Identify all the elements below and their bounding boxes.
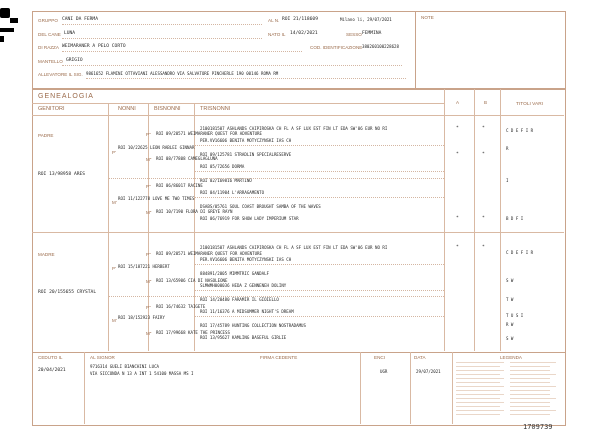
note-label: NOTE: [421, 15, 434, 20]
legenda-rule: [510, 374, 556, 375]
trisnonna-14: ROI 11/16376 A MIDSUMMER NIGHT'S DREAM: [200, 309, 294, 314]
titoli-6: S W: [506, 278, 514, 283]
star-a: *: [456, 245, 459, 250]
sig-label: AL SIGNOR: [90, 355, 115, 360]
trisnonna-8: ROI 06/76919 FOR SHOW LADY IMPERIUM STAR: [200, 216, 299, 221]
nome-label: DEL CANE: [38, 32, 61, 37]
titoli-9: R W: [506, 322, 514, 327]
titoli-8: T U S I: [506, 313, 524, 318]
trisnonno-5: ROI 02/169816 MARTINO: [200, 178, 252, 183]
ped-mark: P": [146, 305, 151, 310]
ceduto-value: 20/04/2021: [38, 368, 66, 373]
legenda-rule: [510, 414, 550, 415]
enci-value: UGR: [380, 369, 388, 374]
star-b: *: [482, 216, 485, 221]
nonna-pm: ROI 11/122778 LOVE ME TWO TIMES: [118, 196, 195, 201]
nonno-mp: ROI 15/187221 HERBERT: [118, 264, 170, 269]
legenda-rule: [456, 362, 504, 363]
col-rule: [500, 89, 501, 351]
legenda-rule: [510, 366, 550, 367]
ped-mark: P": [146, 132, 151, 137]
legenda-rule: [510, 382, 550, 383]
rule: [32, 103, 444, 104]
star-b: *: [482, 126, 485, 131]
madre-label: MADRE: [38, 252, 55, 257]
col-rule: [410, 352, 411, 424]
legenda-rule: [510, 406, 550, 407]
sesso-value: FEMMINA: [362, 31, 382, 36]
trisnonna-2: PER.VV16606 BENITA MOTYCZYNSKI IAS CH: [200, 138, 292, 143]
col-b: B: [484, 100, 488, 105]
legenda-rule: [456, 374, 500, 375]
trisnonno-7: DSABS/05761 SOUL COAST BROUGHT SAMBA OF THE WAVES: [200, 204, 321, 209]
note-box: [415, 11, 566, 89]
legenda-rule: [510, 402, 550, 403]
ped-mark: P": [146, 252, 151, 257]
milano-date: Milano li, 29/07/2021: [340, 17, 392, 22]
legenda-rule: [510, 398, 556, 399]
dotted-line: [195, 264, 444, 265]
dotted-line: [195, 290, 444, 291]
razza-value: WEIMARANER A PELO CORTO: [62, 44, 126, 49]
star-b: *: [482, 152, 485, 157]
col-rule: [452, 352, 453, 424]
sesso-label: SESSO: [346, 32, 362, 37]
razza-label: DI RAZZA: [38, 45, 59, 50]
dotted-line: [62, 51, 302, 52]
rule: [32, 115, 564, 116]
nonna-mm: ROI 18/152923 FAIRY: [118, 315, 165, 320]
col-rule: [444, 89, 445, 351]
legenda-rule: [510, 394, 550, 395]
titoli-2: R: [506, 146, 509, 151]
dotted-line: [195, 171, 444, 172]
legenda-rule: [510, 378, 550, 379]
col-rule: [108, 103, 109, 351]
trisnonno-1: 2100181507 ASHLANDS CAIPIROSKA CH FL A SF LUX EST FIN LT EDA SW'06 EUR NO RI: [200, 126, 388, 131]
madre-name: ROI 20/155655 CRYSTAL: [38, 290, 97, 295]
cod-value: 380260100228628: [362, 44, 399, 49]
gruppo-label: GRUPPO: [38, 18, 58, 23]
titoli-7: T W: [506, 297, 514, 302]
legenda-rule: [456, 378, 504, 379]
col-a: A: [456, 100, 460, 105]
star-a: *: [456, 126, 459, 131]
legenda-rule: [456, 398, 500, 399]
col-rule: [194, 103, 195, 351]
trisnonno-9: 2100181507 ASHLANDS CAIPIROSKA CH FL A SF LUX EST FIN LT EDA SW'06 EUR NO RI: [200, 245, 388, 250]
col-rule: [360, 352, 361, 424]
legenda-rule: [456, 390, 500, 391]
nato-label: NATO IL: [268, 32, 286, 37]
ped-mark: P': [112, 266, 116, 271]
legenda-rule: [456, 386, 504, 387]
corner-stamp-mark: [0, 28, 14, 32]
titoli-5: C D E F I R: [506, 250, 534, 255]
ped-mark: M": [146, 279, 152, 284]
ped-mark: M": [146, 331, 152, 336]
ped-mark: M': [112, 200, 117, 205]
legenda-rule: [456, 394, 504, 395]
legenda-rule: [456, 406, 500, 407]
bisnonno-7: ROI 16/74632 TAIGETE: [156, 304, 206, 309]
bisnonno-3: ROI 06/86017 RACINE: [156, 183, 203, 188]
star-b: *: [482, 245, 485, 250]
bisnonna-2: ROI 08/77808 CAMEGLAGLUNA: [156, 156, 218, 161]
mantello-value: GRIGIO: [66, 58, 83, 63]
legenda-rule: [456, 402, 504, 403]
gruppo-value: CANI DA FERMA: [62, 17, 98, 22]
col-rule: [84, 352, 85, 424]
legenda-rule: [510, 386, 556, 387]
star-a: *: [456, 152, 459, 157]
rule: [32, 232, 564, 233]
col-nonni: NONNI: [118, 106, 136, 112]
dotted-line: [109, 296, 444, 297]
legenda-list: [456, 362, 560, 422]
legenda-rule: [510, 362, 556, 363]
dotted-line: [195, 145, 444, 146]
titoli-vari-header: TITOLI VARI: [516, 102, 544, 107]
data-label: DATA: [414, 355, 426, 360]
firma-label: FIRMA CEDENTE: [260, 355, 298, 360]
serial-number: 1709739: [523, 423, 553, 431]
col-rule: [146, 103, 152, 351]
corner-stamp-mark: [0, 8, 10, 18]
allevatore-value: 9861652 FLAMINI OTTAVIANI ALESSANDRO VIA SALVATORE PINCHERLE 190 00146 ROMA RM: [86, 71, 279, 76]
mantello-label: MANTELLO: [38, 59, 63, 64]
dotted-line: [195, 197, 444, 198]
legenda-rule: [456, 382, 500, 383]
legenda-rule: [456, 370, 504, 371]
sig-line1: 9716314 GUELI BIANCHINI LUCA: [90, 364, 160, 369]
legenda-rule: [510, 390, 550, 391]
col-bisnonni: BISNONNI: [154, 106, 181, 112]
cod-label: COD. IDENTIFICAZIONE: [310, 45, 363, 50]
trisnonna-16: ROI 13/95627 KAMLING BASEFUL GIRLIE: [200, 335, 287, 340]
trisnonno-13: ROI 14/20480 FARAMIR IL GIOIELLO: [200, 297, 279, 302]
nonno-pp: ROI 10/22625 LEON RABLEI GINNAR: [118, 145, 195, 150]
nome-value: LUNA: [64, 31, 76, 36]
nato-value: 14/02/2021: [290, 31, 318, 36]
ped-mark: P': [112, 150, 116, 155]
padre-label: PADRE: [38, 133, 54, 138]
al-n-value: ROI 21/118609: [282, 17, 318, 22]
dotted-line: [62, 24, 262, 25]
titoli-4: B D F I: [506, 216, 524, 221]
ped-mark: M": [146, 157, 152, 162]
data-value: 29/07/2021: [416, 369, 441, 374]
col-genitori: GENITORI: [38, 106, 65, 112]
dotted-line: [62, 38, 262, 39]
legenda-rule: [456, 366, 500, 367]
ceduto-label: CEDUTO IL: [38, 355, 63, 360]
titoli-10: S W: [506, 336, 514, 341]
dotted-line: [195, 316, 444, 317]
dotted-line: [62, 65, 402, 66]
star-a: *: [456, 216, 459, 221]
al-n-label: AL N.: [268, 18, 280, 23]
trisnonna-4: ROI 05/72656 DORMA: [200, 164, 245, 169]
ped-mark: M": [146, 210, 152, 215]
sig-line2: VIA SICCONDA N 13 A INT 1 54100 MASSA MS I: [90, 371, 194, 376]
titoli-1: C D E F I R: [506, 128, 534, 133]
corner-stamp-mark: [0, 36, 4, 42]
col-trisnonni: TRISNONNI: [200, 106, 231, 112]
trisnonno-11: 884891/2005 MIMMTRIC GANDALF: [200, 271, 270, 276]
trisnonno-15: ROI 17/45789 HUNTING COLLECTION NOSTRADAMUS: [200, 323, 306, 328]
genealogia-title: GENEALOGIA: [38, 93, 94, 100]
ped-mark: M': [112, 318, 117, 323]
allevatore-label: ALLEVATORE IL SIG.: [38, 72, 83, 77]
padre-name: ROI 13/98958 ARES: [38, 172, 86, 177]
legenda-rule: [510, 410, 556, 411]
trisnonna-12: SLMWMH000036 HEDA Z GENNENEH DOLINY: [200, 283, 287, 288]
trisnonna-10: PER.VV16606 BENITA MOTYCZYNSKI IAS CH: [200, 257, 292, 262]
bisnonno-5: ROI 09/20571 WEIMARANER QUEST FOR ADVENTURE: [156, 251, 262, 256]
titoli-3: I: [506, 178, 509, 183]
legenda-rule: [510, 370, 550, 371]
bisnonna-4: ROI 10/7190 FLORA DI GREYE RAYN: [156, 209, 233, 214]
col-rule: [474, 89, 475, 351]
bisnonna-8: ROI 17/99668 KATE THE PRINCESS: [156, 330, 230, 335]
legenda-rule: [456, 410, 504, 411]
bisnonno-1: ROI 09/20571 WEIMARANER QUEST FOR ADVENTURE: [156, 131, 262, 136]
dotted-line: [109, 178, 444, 179]
legenda-label: LEGENDA: [500, 355, 522, 360]
dotted-line: [86, 78, 406, 79]
bisnonna-6: ROI 13/65906 CIA DI NASOLEONE: [156, 278, 228, 283]
trisnonna-6: ROI 04/11904 L'ARRAGAMENTO: [200, 190, 265, 195]
enci-label: ENCI: [374, 355, 385, 360]
trisnonno-3: ROI 09/125781 STRADLIN SPECIALRESERVE: [200, 152, 292, 157]
corner-stamp-mark: [10, 18, 18, 23]
ped-mark: P": [146, 184, 151, 189]
legenda-rule: [456, 414, 500, 415]
